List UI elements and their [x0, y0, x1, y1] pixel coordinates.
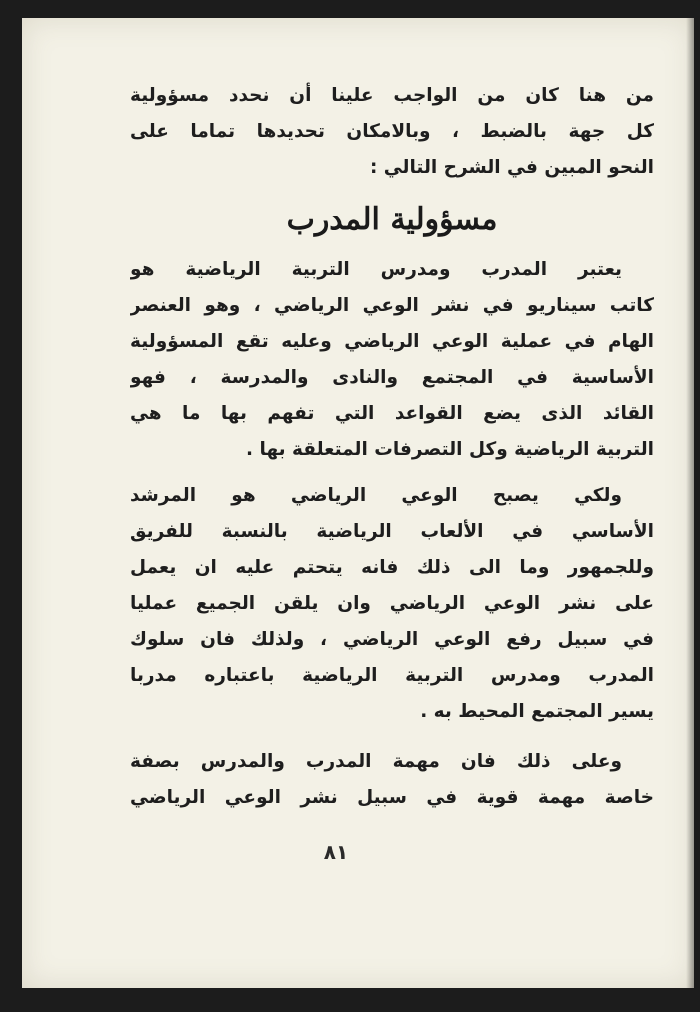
text-line: المدرب ومدرس التربية الرياضية باعتباره مدربا — [130, 665, 654, 686]
paragraph-2 — [130, 252, 654, 468]
text-line: الأساسية في المجتمع والنادى والمدرسة ، فهو — [130, 367, 654, 388]
text-line: خاصة مهمة قوية في سبيل نشر الوعي الرياضي — [130, 787, 654, 808]
text-line: من هنا كان من الواجب علينا أن نحدد مسؤولية — [130, 85, 654, 106]
text-line: الهام في عملية الوعي الرياضي وعليه تقع المسؤولية — [130, 331, 654, 352]
text-line: وعلى ذلك فان مهمة المدرب والمدرس بصفة — [130, 751, 622, 772]
text-line: في سبيل رفع الوعي الرياضي ، ولذلك فان سلوك — [130, 629, 654, 650]
paragraph-4 — [130, 744, 654, 816]
text-line: يعتبر المدرب ومدرس التربية الرياضية هو — [130, 259, 622, 280]
text-line: وللجمهور وما الى ذلك فانه يتحتم عليه ان يعمل — [130, 557, 654, 578]
text-line: التربية الرياضية وكل التصرفات المتعلقة بها . — [246, 439, 654, 460]
paragraph-1 — [130, 78, 654, 186]
text-line: ولكي يصبح الوعي الرياضي هو المرشد — [130, 485, 622, 506]
text-line: يسير المجتمع المحيط به . — [420, 701, 654, 722]
text-line: النحو المبين في الشرح التالي : — [369, 157, 654, 178]
text-line: على نشر الوعي الرياضي وان يلقن الجميع عمليا — [130, 593, 654, 614]
paragraph-3 — [130, 478, 654, 730]
text-line: كاتب سيناريو في نشر الوعي الرياضي ، وهو العنصر — [130, 295, 654, 316]
page-edge-shadow — [686, 18, 694, 988]
text-line: كل جهة بالضبط ، وبالامكان تحديدها تماما على — [130, 121, 654, 142]
section-heading: مسؤولية المدرب — [286, 202, 498, 237]
text-line: الأساسي في الألعاب الرياضية بالنسبة للفريق — [130, 521, 654, 542]
page-number: ٨١ — [323, 840, 349, 864]
text-line: القائد الذى يضع القواعد التي تفهم بها ما هي — [130, 403, 654, 424]
